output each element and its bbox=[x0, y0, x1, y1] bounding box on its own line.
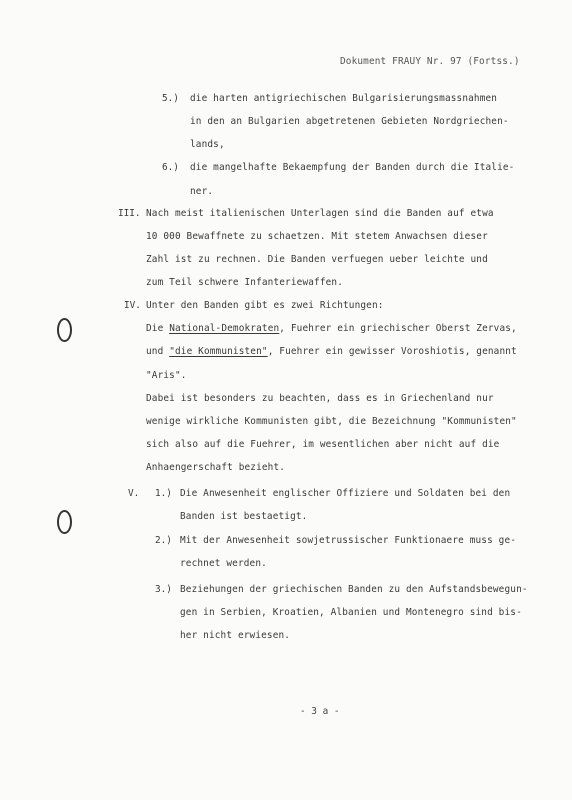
punch-hole-top bbox=[57, 318, 72, 342]
text-line: gen in Serbien, Kroatien, Albanien und Montenegro sind bis- bbox=[180, 607, 522, 618]
item-number: 5.) bbox=[162, 93, 179, 104]
text-line: Anhaengerschaft bezieht. bbox=[146, 462, 286, 473]
text-line: Unter den Banden gibt es zwei Richtungen: bbox=[146, 300, 384, 311]
text-line: rechnet werden. bbox=[180, 558, 267, 569]
text-line: Zahl ist zu rechnen. Die Banden verfuegen ueber leichte und bbox=[146, 254, 488, 265]
text-line: Nach meist italienischen Unterlagen sind die Banden auf etwa bbox=[146, 208, 494, 219]
text-fragment: , Fuehrer ein gewisser Voroshiotis, genannt bbox=[267, 346, 517, 357]
text-line: die mangelhafte Bekaempfung der Banden durch die Italie- bbox=[190, 162, 515, 173]
text-line: die harten antigriechischen Bulgarisierungsmassnahmen bbox=[190, 93, 498, 104]
text-fragment: , Fuehrer ein griechischer Oberst Zervas, bbox=[279, 323, 517, 334]
text-line: "Aris". bbox=[146, 370, 187, 381]
text-line bbox=[146, 346, 517, 358]
underlined-term: "die Kommunisten" bbox=[169, 346, 268, 357]
text-line: Mit der Anwesenheit sowjetrussischer Funktionaere muss ge- bbox=[180, 535, 517, 546]
item-number: 1.) bbox=[155, 488, 172, 499]
text-line: Die Anwesenheit englischer Offiziere und Soldaten bei den bbox=[180, 488, 511, 499]
item-number: 3.) bbox=[155, 584, 172, 595]
item-number: 2.) bbox=[155, 535, 172, 546]
punch-hole-bottom bbox=[57, 510, 72, 534]
text-fragment: Die bbox=[146, 323, 170, 334]
text-line: Dabei ist besonders zu beachten, dass es in Griechenland nur bbox=[146, 393, 494, 404]
text-line: in den an Bulgarien abgetretenen Gebieten Nordgriechen- bbox=[190, 116, 509, 127]
text-line: wenige wirkliche Kommunisten gibt, die Bezeichnung "Kommunisten" bbox=[146, 416, 517, 427]
document-header: Dokument FRAUY Nr. 97 (Fortss.) bbox=[340, 56, 520, 67]
page-number: - 3 a - bbox=[300, 706, 340, 717]
text-line: her nicht erwiesen. bbox=[180, 630, 291, 641]
text-line: ner. bbox=[190, 186, 214, 197]
section-number: V. bbox=[128, 488, 140, 499]
text-line: zum Teil schwere Infanteriewaffen. bbox=[146, 277, 344, 288]
text-line: Beziehungen der griechischen Banden zu den Aufstandsbewegun- bbox=[180, 584, 528, 595]
text-line: sich also auf die Fuehrer, im wesentlichen aber nicht auf die bbox=[146, 439, 500, 450]
item-number: 6.) bbox=[162, 162, 179, 173]
text-line: lands, bbox=[190, 139, 225, 150]
text-fragment: und bbox=[146, 346, 170, 357]
section-number: IV. bbox=[124, 300, 141, 311]
underlined-term: National-Demokraten bbox=[169, 323, 280, 334]
section-number: III. bbox=[118, 208, 141, 219]
text-line: Banden ist bestaetigt. bbox=[180, 511, 308, 522]
text-line bbox=[146, 323, 517, 335]
text-line: 10 000 Bewaffnete zu schaetzen. Mit stetem Anwachsen dieser bbox=[146, 231, 488, 242]
